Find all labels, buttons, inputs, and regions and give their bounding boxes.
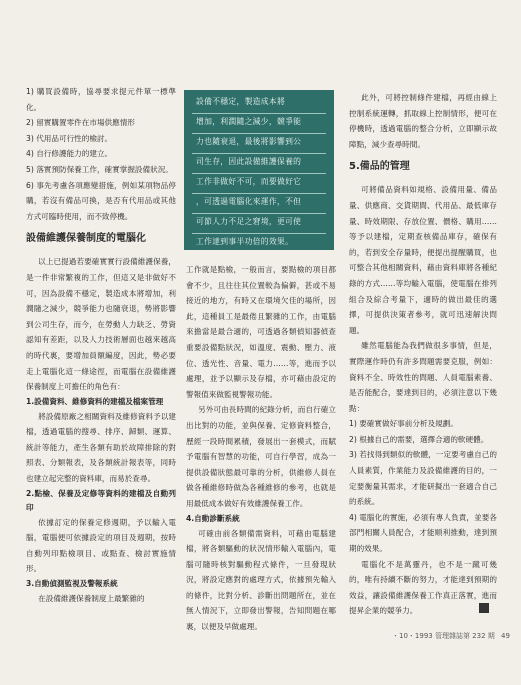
subheading: 4.自動診斷系統 [186,513,240,523]
pull-quote-line: 工作非做好不可，而要做好它 [196,177,302,186]
list-item: 2) 留實購置零件在市場供應情形 [26,118,135,128]
list-item: 1) 要確實做好事前分析及規劃。 [349,419,458,429]
paragraph: 工作就是點檢，一般而言，要點檢的項目都會不少，且往往其位置較為偏僻，甚或不易接近的地方，有時又在環境欠佳的場所，因此，這種員工是最倦且繁雜的工作，由電腦來擔當是最合適的，可透過各類偵知器偵查重要設備點狀況，如溫度、震動、壓力、液位、透光性、音量、電力……等，進而予以處理，並予以顯示及存檔，亦可藉由設定的警報值來做監視警報功能。 [186,265,336,399]
divider [192,233,326,234]
pull-quote-box [184,90,334,250]
divider [192,113,326,114]
pull-quote-line: ，可透過電腦化來運作，不但 [196,197,302,206]
list-item: 3) 代用品可行性的檢討。 [26,133,113,143]
divider [192,213,326,214]
divider [192,153,326,154]
paragraph: 依據訂定的保養定修週期，予以輸入電腦，電腦便可依據設定的項目及週期，按時自動列印點檢項目、或點查、檢討實施情形。 [26,517,176,574]
list-item: 3) 若找得到類似的軟體，一定要考慮自己的人員素質，作業能力及設備維護的目的，一定要衡量其需求，才能研擬出一套適合自己的系統。 [349,450,497,507]
divider [192,133,326,134]
page-footer [392,631,514,641]
paragraph: 另外可由長時間的紀錄分析，而自行確立出比對的功能，並與保養、定修資料整合，歷經一段時間累積，發展出一套模式，而賦予電腦有智慧的功能，可自行學習，成為一提供設備狀態最可靠的分析，供維修人員在做各種維修時做為各種維修的參考，也就是用最低成本做好有效維護保養工作。 [186,405,336,508]
section-heading: 設備維護保養制度的電腦化 [26,233,146,245]
paragraph: 此外，可將控制條件建檔，再經由線上控制系統運轉，抓取線上控制情形，便可在停機時，透過電腦的整合分析，立即顯示故障點，減少查尋時間。 [349,93,497,149]
pull-quote-line: 增加，利潤隨之減少，競爭能 [196,117,302,126]
left-column [26,84,176,607]
issue-info: ・10・1993 管理雜誌第 232 期 [392,632,495,640]
list-item: 4) 電腦化的實施，必須有專人負責，並要各部門相關人員配合，才能順利推動，達到預期的效果。 [349,512,497,554]
subheading: 2.點檢、保養及定修等資料的建檔及自動列印 [26,488,176,512]
section-heading: 5.備品的管理 [349,161,410,173]
paragraph: 在設備維護保養制度上最繁雜的 [38,594,145,604]
page-number: 49 [501,632,510,640]
pull-quote-line: 司生存，因此設備維護保養的 [196,157,302,166]
list-item: 5) 落實預防保養工作，確實掌握設備狀況。 [26,164,173,174]
divider [192,173,326,174]
list-item: 2) 根據自己的需要，選擇合適的軟硬體。 [349,434,489,444]
list-item: 4) 自行修護能力的建立。 [26,149,113,159]
paragraph: 以上已提過若要確實實行設備維護保養，是一件非常繁複的工作，但這又是非做好不可，因為設備不穩定，製造成本將增加，利潤隨之減少，競爭能力也隨衰退，勢將影響到公司生存，而今，在勞動人力缺乏、勞資認知有差距，以及人力技術層面也越來越高的時代裏，要增加員額編度，因此，勢必要走上電腦化這一條途徑，而電腦在設備維護保養制度上可擔任的角色有： [26,257,176,392]
paragraph: 將設備原廠之相關資料及維修資料予以建檔，透過電腦的搜尋、排序、歸類、運算、統計等能力，產生各類有助於故障排除的對照表、分類報表，及各類統計報表等，同時也建立起完整的資料庫，而易於查尋。 [26,411,176,484]
paragraph: 雖然電腦能為我們做很多事情，但是，實際運作時仍有許多問題需要克服，例如：資料不全、時效性的問題、人員電腦素養、是否能配合，要達到目的，必須注意以下幾點： [349,341,497,413]
paragraph: 可確由前各類備需資料，可藉由電腦建檔，將各類驅動的狀況情形輸入電腦內，電腦可隨時核對驅動程式條件，一旦發現狀況，將設定應對的處理方式，依據預先輸入的條件，比對分析、診斷出問題所在，並在無人情況下，立即發出警報，告知問題在哪裏，以便及早做處理。 [186,528,336,632]
pull-quote-line: 力也隨衰退，最後將影響到公 [196,137,302,146]
middle-column [186,262,336,635]
pull-quote-line: 設備不穩定，製造成本將 [196,97,286,106]
pull-quote-line: 可節人力不足之窘境，更可使 [196,217,302,226]
paragraph: 可將備品資料如規格、設備用量、備品量、供應商、交貨期間、代用品、最低庫存量、時效期限、存放位置、價格、購用……等予以建檔，定期查核備品庫存，確保有的，若到安全存量時，便提出提醒購買，也可整合其他相關資料，藉由資料庫將各種紀錄的方式……等均輸入電腦，使電腦在排列組合及綜合考量下，適時的做出最佳的選擇，可提供決策者參考，就可迅速解決問題。 [349,185,497,335]
list-item: 6) 事先考慮各項應變措施，例如某項物品停購，若沒有備品可換，是否有代用品或其他方式可臨時使用，而不致停機。 [26,180,176,221]
list-item: 1) 購買設備時，協尋要求提元件單一標準化。 [26,87,176,112]
subheading: 1.設備資料、維修資料的建檔及檔案管理 [26,396,164,406]
end-of-article-mark [479,603,489,613]
subheading: 3.自動偵測監視及警報系統 [26,579,118,589]
right-column [349,90,497,619]
divider [192,193,326,194]
paragraph: 電腦化不是萬靈丹，也不是一蹴可幾的，唯有持續不斷的努力，才能達到預期的效益，讓設備維護保養工作真正落實，進而提昇企業的競爭力。 [349,559,497,616]
pull-quote-line: 工作達到事半功倍的效果。 [196,237,294,246]
